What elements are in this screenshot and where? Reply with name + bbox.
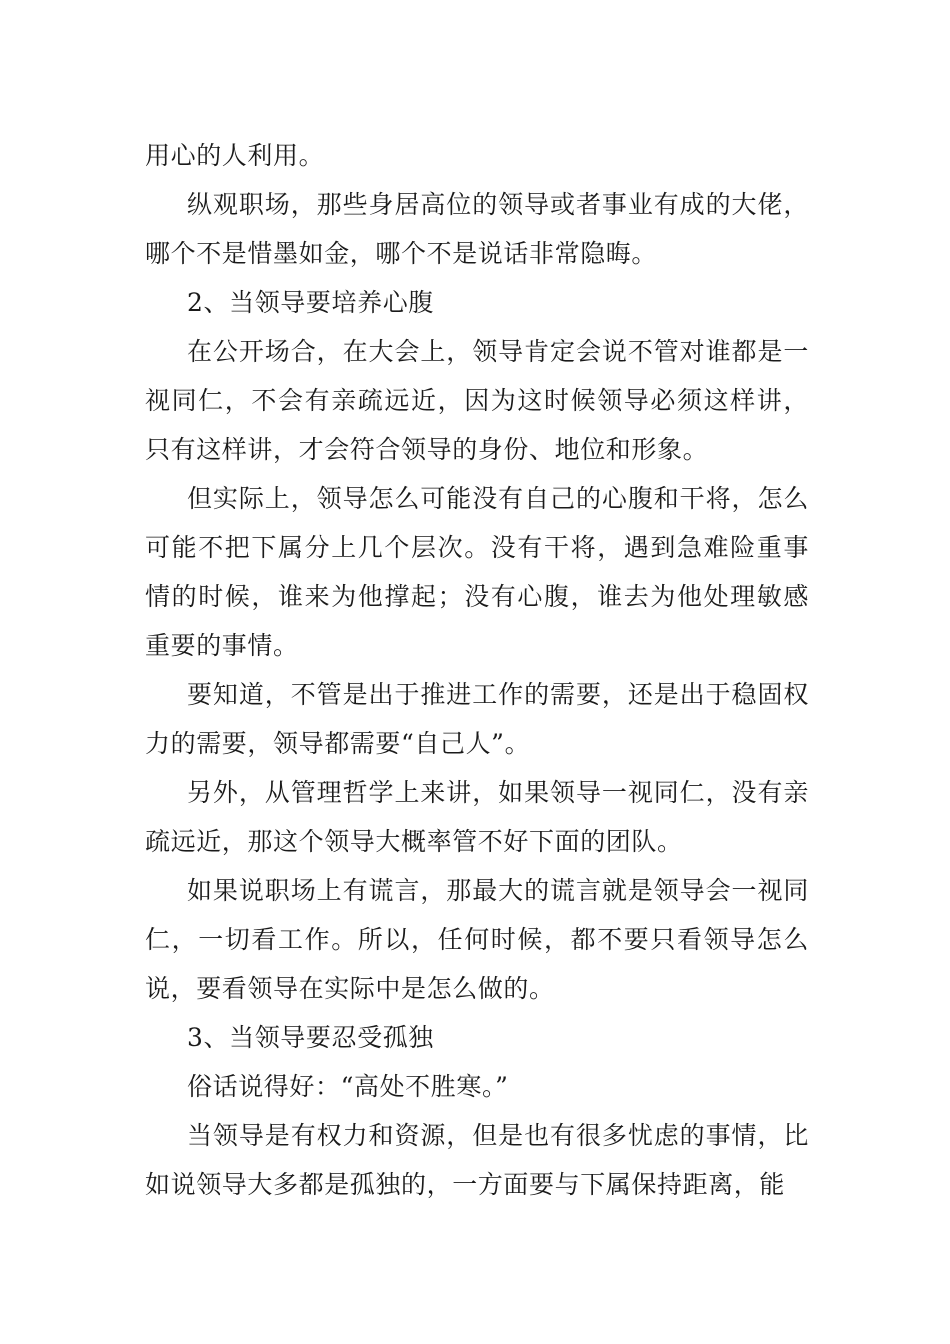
paragraph: 纵观职场，那些身居高位的领导或者事业有成的大佬，哪个不是惜墨如金，哪个不是说话非常隐晦。	[145, 190, 809, 268]
section-heading: 3、当领导要忍受孤独	[187, 1023, 434, 1052]
paragraph-continuation: 用心的人利用。	[145, 141, 325, 170]
paragraph: 要知道，不管是出于推进工作的需要，还是出于稳固权力的需要，领导都需要“自己人”。	[145, 680, 809, 758]
paragraph: 当领导是有权力和资源，但是也有很多忧虑的事情，比如说领导大多都是孤独的，一方面要与下属保持距离，能	[145, 1121, 809, 1199]
document-body	[145, 131, 809, 1209]
paragraph: 如果说职场上有谎言，那最大的谎言就是领导会一视同仁，一切看工作。所以，任何时候，都不要只看领导怎么说，要看领导在实际中是怎么做的。	[145, 876, 809, 1003]
paragraph: 但实际上，领导怎么可能没有自己的心腹和干将，怎么可能不把下属分上几个层次。没有干将，遇到急难险重事情的时候，谁来为他撑起；没有心腹，谁去为他处理敏感重要的事情。	[145, 484, 809, 660]
section-heading: 2、当领导要培养心腹	[187, 288, 434, 317]
paragraph: 俗话说得好：“高处不胜寒。”	[187, 1072, 509, 1101]
paragraph: 在公开场合，在大会上，领导肯定会说不管对谁都是一视同仁，不会有亲疏远近，因为这时候领导必须这样讲，只有这样讲，才会符合领导的身份、地位和形象。	[145, 337, 809, 464]
paragraph: 另外，从管理哲学上来讲，如果领导一视同仁，没有亲疏远近，那这个领导大概率管不好下面的团队。	[145, 778, 809, 856]
